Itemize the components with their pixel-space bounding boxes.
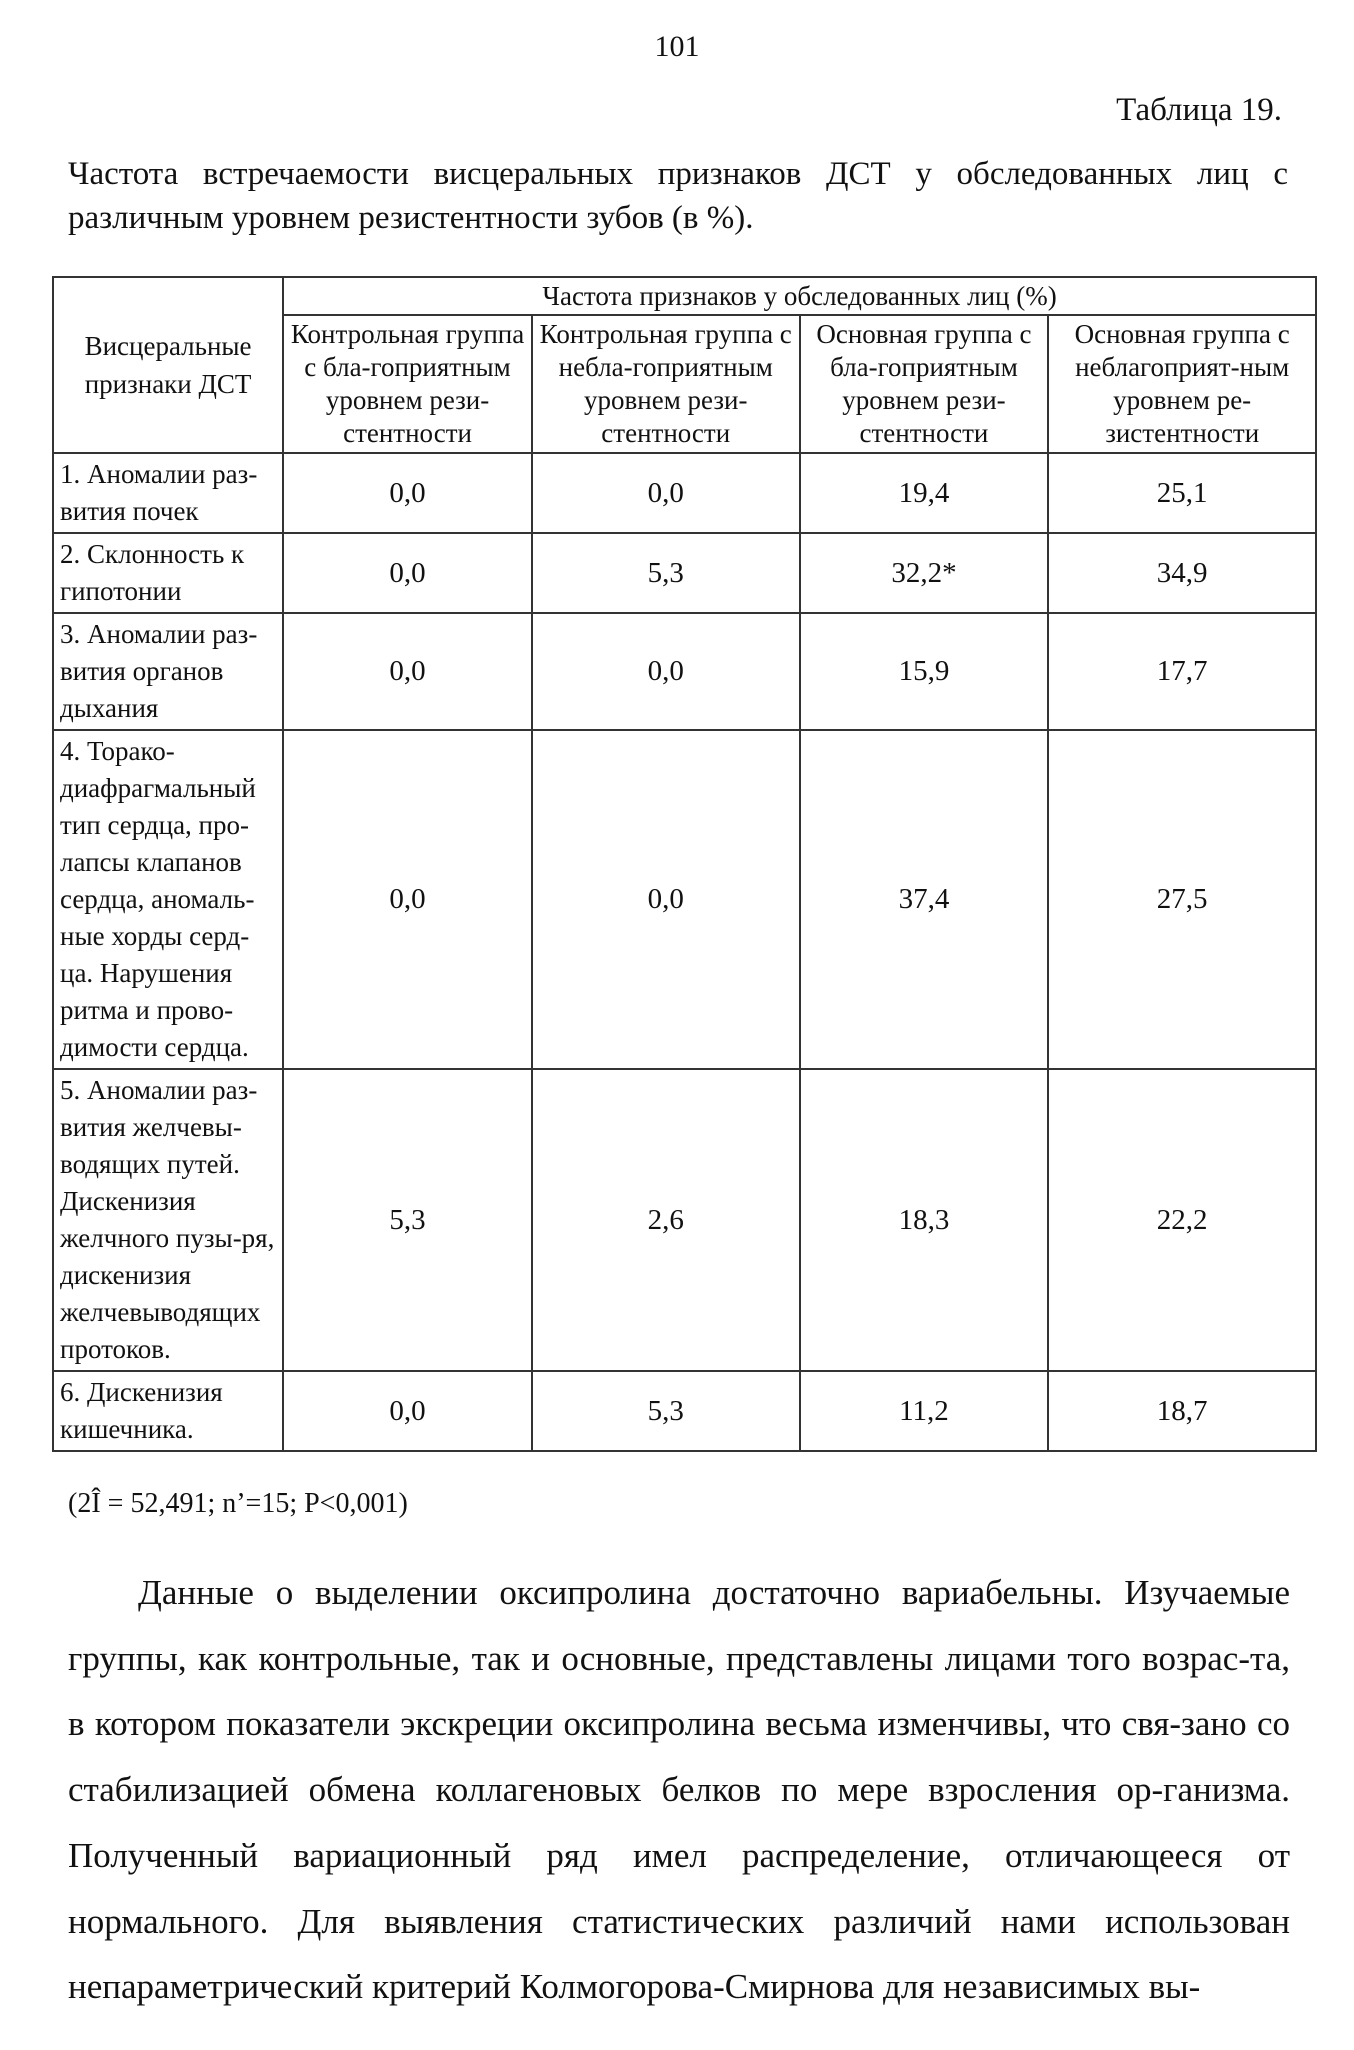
table-row bbox=[53, 1371, 1316, 1451]
cell-value: 0,0 bbox=[283, 533, 532, 613]
data-table bbox=[52, 276, 1317, 1452]
statistics-note: (2Î = 52,491; n’=15; P<0,001) bbox=[68, 1488, 408, 1519]
cell-value: 0,0 bbox=[283, 613, 532, 730]
cell-value: 5,3 bbox=[532, 533, 800, 613]
cell-value: 17,7 bbox=[1048, 613, 1316, 730]
table-caption: Частота встречаемости висцеральных признаков ДСТ у обследованных лиц с различным уровнем резистентности зубов (в %). bbox=[68, 156, 1288, 236]
row-label: 2. Склонность к гипотонии bbox=[53, 533, 283, 613]
cell-value: 32,2* bbox=[800, 533, 1049, 613]
cell-value: 27,5 bbox=[1048, 730, 1316, 1069]
cell-value: 5,3 bbox=[532, 1371, 800, 1451]
cell-value: 19,4 bbox=[800, 453, 1049, 533]
page-number: 101 bbox=[654, 30, 700, 63]
column-header: Основная группа с бла-гоприятным уровнем рези-стентности bbox=[800, 315, 1049, 453]
cell-value: 34,9 bbox=[1048, 533, 1316, 613]
cell-value: 0,0 bbox=[283, 453, 532, 533]
row-label: 6. Дискенизия кишечника. bbox=[53, 1371, 283, 1451]
table-row bbox=[53, 613, 1316, 730]
table-row bbox=[53, 453, 1316, 533]
row-label: 5. Аномалии раз-вития желчевы-водящих путей. Дискенизия желчного пузы-ря, дискенизия желчевыводящих протоков. bbox=[53, 1069, 283, 1371]
row-label: 4. Торако-диафрагмальный тип сердца, про-лапсы клапанов сердца, аномаль-ные хорды серд-ца. Нарушения ритма и прово-димости сердца. bbox=[53, 730, 283, 1069]
table-row bbox=[53, 1069, 1316, 1371]
table-row bbox=[53, 533, 1316, 613]
column-header: Контрольная группа с бла-гоприятным уровнем рези-стентности bbox=[283, 315, 532, 453]
cell-value: 0,0 bbox=[532, 613, 800, 730]
cell-value: 0,0 bbox=[283, 1371, 532, 1451]
cell-value: 5,3 bbox=[283, 1069, 532, 1371]
column-header: Контрольная группа с небла-гоприятным уровнем рези-стентности bbox=[532, 315, 800, 453]
cell-value: 25,1 bbox=[1048, 453, 1316, 533]
row-label: 1. Аномалии раз-вития почек bbox=[53, 453, 283, 533]
cell-value: 0,0 bbox=[532, 730, 800, 1069]
column-header: Основная группа с неблагоприят-ным уровнем ре-зистентности bbox=[1048, 315, 1316, 453]
cell-value: 15,9 bbox=[800, 613, 1049, 730]
cell-value: 11,2 bbox=[800, 1371, 1049, 1451]
cell-value: 22,2 bbox=[1048, 1069, 1316, 1371]
group-header: Частота признаков у обследованных лиц (%) bbox=[283, 277, 1316, 315]
cell-value: 0,0 bbox=[532, 453, 800, 533]
cell-value: 18,3 bbox=[800, 1069, 1049, 1371]
table-label: Таблица 19. bbox=[1116, 92, 1282, 128]
table-row bbox=[53, 730, 1316, 1069]
row-header: Висцеральные признаки ДСТ bbox=[53, 277, 283, 453]
body-paragraph bbox=[68, 1560, 1290, 2020]
row-label: 3. Аномалии раз-вития органов дыхания bbox=[53, 613, 283, 730]
cell-value: 37,4 bbox=[800, 730, 1049, 1069]
paragraph-text: Данные о выделении оксипролина достаточно вариабельны. Изучаемые группы, как контрольные, так и основные, представлены лицами того возрас-та, в котором показатели экскреции оксипролина весьма изменчивы, что свя-зано со стабилизацией обмена коллагеновых белков по мере взросления ор-ганизма. Полученный вариационный ряд имел распределение, отличающееся от нормального. Для выявления статистических различий нами использован непараметрический критерий Колмогорова-Смирнова для независимых вы- bbox=[68, 1573, 1290, 2007]
cell-value: 0,0 bbox=[283, 730, 532, 1069]
cell-value: 2,6 bbox=[532, 1069, 800, 1371]
cell-value: 18,7 bbox=[1048, 1371, 1316, 1451]
